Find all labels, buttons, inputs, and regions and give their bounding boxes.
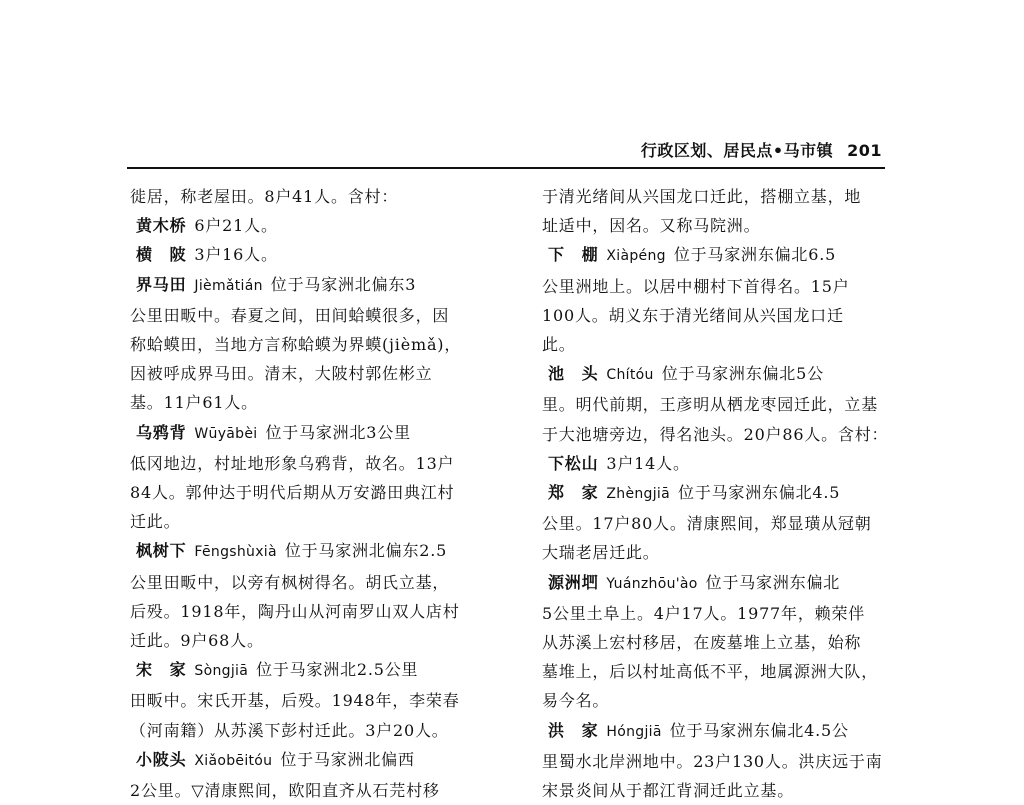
place-pinyin: Xiàpéng (606, 248, 666, 265)
place-entry-line (130, 655, 508, 686)
place-name: 枫树下 (136, 541, 187, 561)
place-entry-line (542, 568, 922, 599)
entry-text: 3户16人。 (194, 245, 278, 265)
text-line: 5公里土阜上。4户17人。1977年，赖荣伴 (542, 603, 866, 623)
place-pinyin: Yuánzhōu'ào (606, 575, 698, 592)
text-line: 公里。17户80人。清康熙间，郑显璜从冠朝 (542, 514, 872, 534)
text-line: （河南籍）从苏溪下彭村迁此。3户20人。 (130, 720, 449, 740)
text-line: 公里田畈中，以旁有枫树得名。胡氏立基， (130, 572, 450, 592)
text-line: 易今名。 (542, 691, 610, 711)
place-name: 小陂头 (136, 749, 187, 769)
place-entry-line (542, 478, 922, 509)
entry-text: 位于马家洲东偏北4.5公 (669, 720, 849, 740)
header-rule (127, 167, 885, 169)
entry-text: 位于马家洲北偏西 (280, 749, 415, 769)
entry-text: 位于马家洲东偏北6.5 (673, 245, 837, 265)
text-line: 100人。胡义东于清光绪间从兴国龙口迁 (542, 305, 844, 325)
place-name: 横 陂 (136, 245, 187, 265)
text-line: 此。 (542, 335, 576, 355)
place-pinyin: Zhèngjiā (606, 486, 671, 503)
entry-text: 位于马家洲东偏北4.5 (678, 483, 841, 503)
place-name: 黄木桥 (136, 216, 187, 236)
running-header (130, 140, 882, 162)
entry-text: 位于马家洲北2.5公里 (256, 660, 419, 680)
entry-text: 位于马家洲北偏东2.5 (284, 541, 448, 561)
text-line: 迁此。9户68人。 (130, 631, 264, 651)
text-line: 里。明代前期，王彦明从栖龙枣园迁此，立基 (542, 395, 879, 415)
text-line: 宋景炎间从于都江背洞迁此立基。 (542, 781, 795, 801)
place-entry-line (130, 418, 508, 449)
place-pinyin: Xiǎobēitóu (194, 752, 273, 769)
text-line: 迁此。 (130, 512, 181, 532)
entry-text: 3户14人。 (606, 453, 690, 473)
place-entry-line (130, 211, 508, 240)
entry-text: 位于马家洲北3公里 (265, 422, 411, 442)
text-line: 于大池塘旁边，得名池头。20户86人。含村： (542, 424, 889, 444)
place-entry-line (130, 536, 508, 567)
text-line: 称蛤蟆田，当地方言称蛤蟆为界蟆(jièmǎ)， (130, 335, 462, 355)
place-name: 郑 家 (548, 483, 599, 503)
place-entry-line (542, 449, 922, 478)
place-name: 源洲垇 (548, 572, 599, 592)
place-pinyin: Fēngshùxià (194, 544, 277, 561)
text-line: 从苏溪上宏村移居，在废墓堆上立基，始称 (542, 633, 862, 653)
entry-text: 6户21人。 (194, 216, 278, 236)
text-line: 于清光绪间从兴国龙口迁此，搭棚立基，地 (542, 187, 862, 206)
place-entry-line (130, 745, 508, 776)
place-entry-line (542, 240, 922, 271)
place-name: 下松山 (548, 453, 599, 473)
text-line: 徙居，称老屋田。8户41人。含村： (130, 187, 399, 206)
text-line: 址适中，因名。又称马院洲。 (542, 216, 761, 236)
place-name: 洪 家 (548, 720, 599, 740)
right-column (542, 182, 922, 805)
text-line: 基。11户61人。 (130, 393, 258, 413)
text-line: 里蜀水北岸洲地中。23户130人。洪庆远于南 (542, 751, 883, 771)
text-line: 2公里。▽清康熙间，欧阳直齐从石芫村移 (130, 781, 440, 801)
place-entry-line (542, 359, 922, 390)
place-pinyin: Jièmǎtián (194, 277, 263, 294)
page-number: 201 (847, 141, 882, 160)
place-pinyin: Hóngjiā (606, 723, 662, 740)
place-pinyin: Wūyābèi (194, 425, 258, 442)
text-line: 后殁。1918年，陶丹山从河南罗山双人店村 (130, 601, 460, 621)
place-entry-line (542, 716, 922, 747)
text-line: 大瑞老居迁此。 (542, 543, 660, 563)
place-name: 宋 家 (136, 660, 187, 680)
entry-text: 位于马家洲东偏北 (705, 572, 841, 592)
place-entry-line (130, 240, 508, 269)
place-name: 池 头 (548, 364, 599, 384)
text-line: 84人。郭仲达于明代后期从万安潞田典江村 (130, 483, 455, 503)
text-line: 墓堆上，后以村址高低不平，地属源洲大队， (542, 662, 879, 682)
place-name: 界马田 (136, 274, 187, 294)
place-pinyin: Chítóu (606, 367, 654, 384)
place-pinyin: Sòngjiā (194, 663, 249, 680)
text-line: 公里洲地上。以居中棚村下首得名。15户 (542, 276, 850, 296)
text-line: 田畈中。宋氏开基，后殁。1948年，李荣春 (130, 691, 460, 711)
left-column (130, 182, 508, 805)
place-name: 乌鸦背 (136, 422, 187, 442)
text-line: 公里田畈中。春夏之间，田间蛤蟆很多，因 (130, 305, 450, 325)
entry-text: 位于马家洲北偏东3 (270, 274, 417, 294)
place-entry-line (130, 270, 508, 301)
place-name: 下 棚 (548, 245, 599, 265)
text-line: 低冈地边，村址地形象乌鸦背，故名。13户 (130, 453, 455, 473)
text-line: 因被呼成界马田。清末，大陂村郭佐彬立 (130, 364, 433, 384)
running-title: 行政区划、居民点•马市镇 (640, 141, 834, 160)
entry-text: 位于马家洲东偏北5公 (661, 364, 824, 384)
